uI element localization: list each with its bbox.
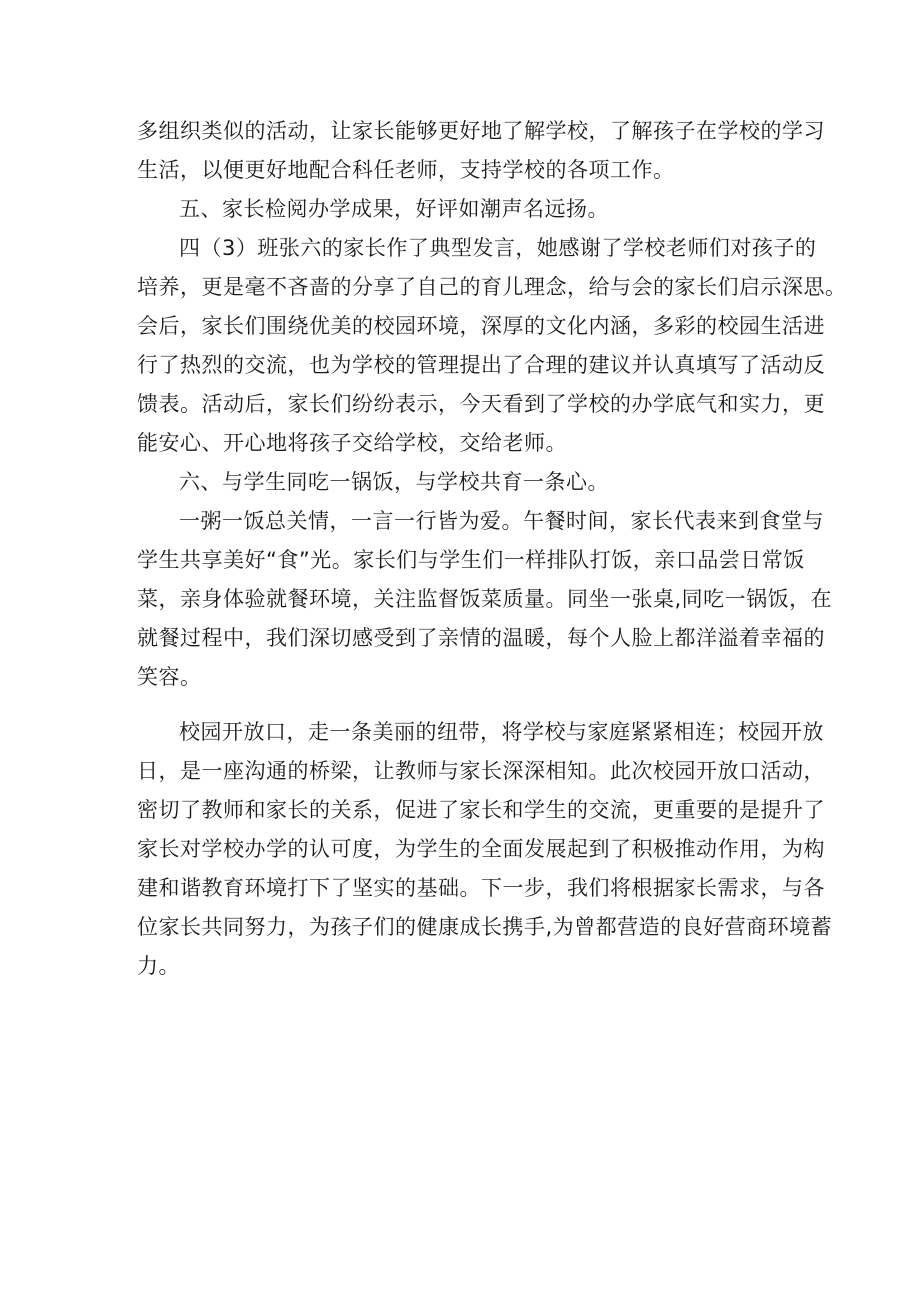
text-line: 馈表。活动后，家长们纷纷表示，今天看到了学校的办学底气和实力，更 [137, 392, 825, 416]
text-line: 一粥一饭总关情，一言一行皆为爱。午餐时间，家长代表来到食堂与 [179, 509, 824, 533]
text-line: 日，是一座沟通的桥梁，让教师与家长深深相知。此次校园开放口活动， [137, 759, 825, 783]
paragraph-gap [137, 697, 787, 713]
text-line: 会后，家长们围绕优美的校园环境，深厚的文化内涵，多彩的校园生活进 [137, 314, 825, 338]
section-heading-6: 六、与学生同吃一锅饭，与学校共育一条心。 [179, 470, 609, 494]
text-line: 校园开放口，走一条美丽的纽带，将学校与家庭紧紧相连；校园开放 [179, 720, 824, 744]
text-line: 位家长共同努力，为孩子们的健康成长携手,为曾都营造的良好营商环境蓄 [137, 915, 833, 939]
text-line: 多组织类似的活动，让家长能够更好地了解学校，了解孩子在学校的学习 [137, 119, 825, 143]
text-line: 力。 [137, 954, 180, 978]
text-line: 菜，亲身体验就餐环境，关注监督饭菜质量。同坐一张桌,同吃一锅饭，在 [137, 587, 833, 611]
text-line: 学生共享美好“食”光。家长们与学生们一样排队打饭，亲口品尝日常饭 [137, 548, 805, 572]
document-body [137, 112, 847, 986]
section-heading-5: 五、家长检阅办学成果，好评如潮声名远扬。 [179, 197, 609, 221]
text-line: 建和谐教育环境打下了坚实的基础。下一步，我们将根据家长需求，与各 [137, 876, 825, 900]
text-line: 四（3）班张六的家长作了典型发言，她感谢了学校老师们对孩子的 [179, 236, 817, 260]
text-line: 密切了教师和家长的关系，促进了家长和学生的交流，更重要的是提升了 [137, 798, 825, 822]
text-line: 生活，以便更好地配合科任老师，支持学校的各项工作。 [137, 158, 675, 182]
text-line: 就餐过程中，我们深切感受到了亲情的温暖，每个人脸上都洋溢着幸福的 [137, 626, 825, 650]
text-line: 行了热烈的交流，也为学校的管理提出了合理的建议并认真填写了活动反 [137, 353, 825, 377]
text-line: 培养，更是毫不吝啬的分享了自己的育儿理念，给与会的家长们启示深思。 [137, 275, 847, 299]
text-line: 能安心、开心地将孩子交给学校，交给老师。 [137, 431, 567, 455]
text-line: 家长对学校办学的认可度，为学生的全面发展起到了积极推动作用，为构 [137, 837, 825, 861]
text-line: 笑容。 [137, 665, 202, 689]
